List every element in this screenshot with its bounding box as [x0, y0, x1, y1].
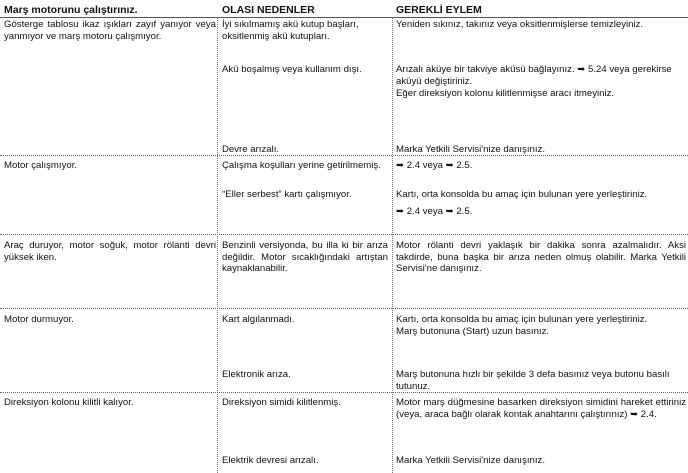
- action-text: Yeniden sıkınız, takınız veya oksitlenmişlerse temizleyiniz.: [396, 19, 644, 30]
- action-text: Arızalı aküye bir takviye aküsü bağlayınız. ➥ 5.24 veya gerekirse aküyü değiştiriniz.: [396, 64, 672, 87]
- row-divider: [0, 308, 688, 309]
- action-text: Kartı, orta konsolda bu amaç için bulunan yere yerleştiriniz.: [396, 314, 648, 325]
- problem-text: Direksiyon kolonu kilitli kalıyor.: [4, 397, 134, 408]
- problem-text: Motor durmuyor.: [4, 314, 74, 325]
- cause-text: Benzinli versiyonda, bu illa ki bir arıza değildir. Motor sıcaklığındaki artıştan kaynaklanabilir.: [222, 240, 388, 275]
- action-text: Motor rölanti devri yaklaşık bir dakika sonra azalmalıdır. Aksi takdirde, buna başka bir arıza neden olmuş olabilir. Marka Yetkili Servisi'ne danışınız.: [396, 240, 686, 275]
- action-text: Kartı, orta konsolda bu amaç için bulunan yere yerleştiriniz.: [396, 189, 648, 200]
- action-text: Marş butonuna hızlı bir şekilde 3 defa basınız veya butonu basılı tutunuz.: [396, 369, 670, 392]
- cause-text: Akü boşalmış veya kullanım dışı.: [222, 64, 362, 75]
- cause-text: Direksiyon simidi kilitlenmiş.: [222, 397, 341, 408]
- action-text: Motor marş düğmesine basarken direksiyon simidini hareket ettiriniz (veya, araca bağlı olarak kontak anahtarını çalıştırınız) ➥ 2.4.: [396, 397, 686, 420]
- column-header-problem: Marş motorunu çalıştırınız.: [4, 4, 138, 16]
- action-text: Eğer direksiyon kolonu kilitlenmişse aracı itmeyiniz.: [396, 88, 615, 99]
- cause-text: Kart algılanmadı.: [222, 314, 295, 325]
- cause-text: Çalışma koşulları yerine getirilmemiş.: [222, 160, 381, 171]
- action-text: Marka Yetkili Servisi'nize danışınız.: [396, 455, 546, 466]
- column-divider-2: [392, 17, 393, 473]
- column-header-action: GEREKLİ EYLEM: [396, 4, 482, 16]
- problem-text: Motor çalışmıyor.: [4, 160, 78, 171]
- cause-text: “Eller serbest” kartı çalışmıyor.: [222, 189, 352, 200]
- problem-text: Araç duruyor, motor soğuk, motor rölanti devri yüksek iken.: [4, 240, 216, 263]
- column-divider-1: [217, 17, 218, 473]
- cause-text: İyi sıkılmamış akü kutup başları, oksitlenmiş akü kutupları.: [222, 19, 359, 42]
- column-header-cause: OLASI NEDENLER: [222, 4, 315, 16]
- row-divider: [0, 234, 688, 235]
- cause-text: Elektrik devresi arızalı.: [222, 455, 319, 466]
- cause-text: Elektronik arıza.: [222, 369, 291, 380]
- action-text: Marka Yetkili Servisi'nize danışınız.: [396, 144, 546, 155]
- header-divider: [0, 17, 688, 18]
- row-divider: [0, 155, 688, 156]
- problem-text: Gösterge tablosu ikaz ışıkları zayıf yanıyor veya yanmıyor ve marş motoru çalışmıyor.: [4, 19, 216, 42]
- action-text: Marş butonuna (Start) uzun basınız.: [396, 326, 550, 337]
- action-text: ➥ 2.4 veya ➥ 2.5.: [396, 160, 473, 171]
- cause-text: Devre arızalı.: [222, 144, 280, 155]
- action-text: ➥ 2.4 veya ➥ 2.5.: [396, 206, 473, 217]
- row-divider: [0, 392, 688, 393]
